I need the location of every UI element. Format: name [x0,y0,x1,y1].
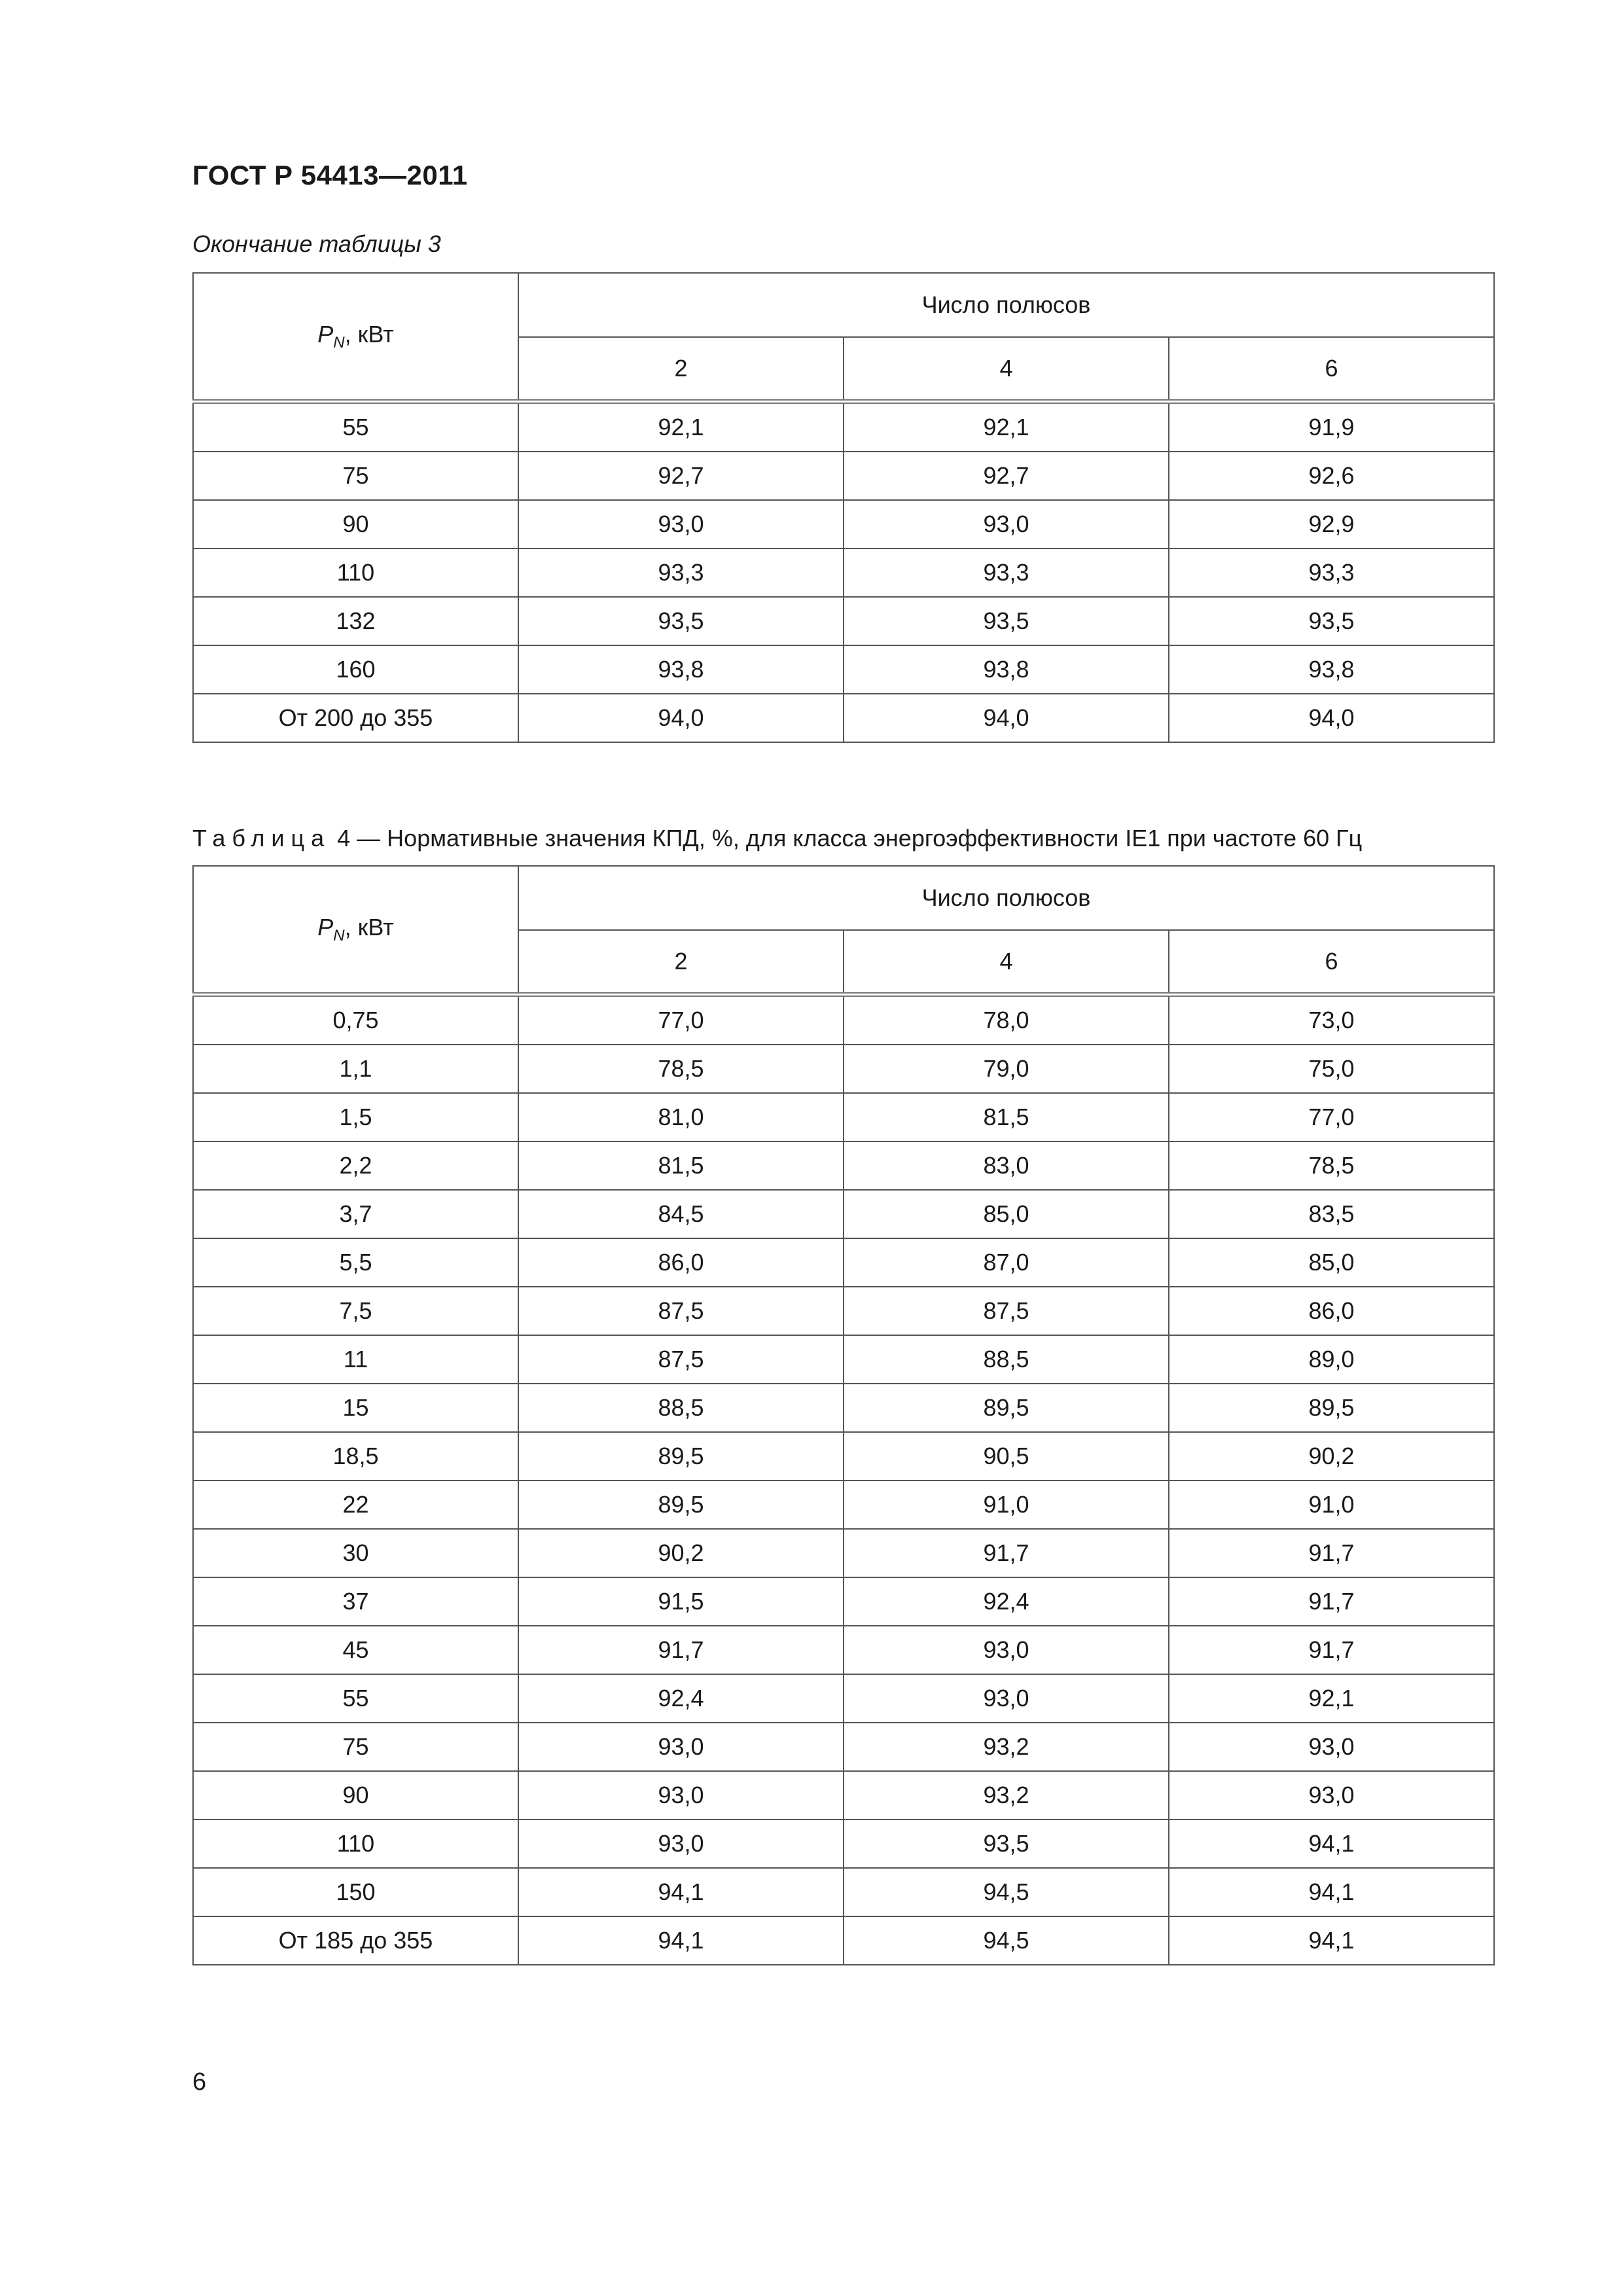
efficiency-cell: 81,5 [844,1093,1169,1141]
power-cell: 18,5 [193,1432,518,1480]
table-row [193,1238,1494,1287]
efficiency-cell: 87,5 [844,1287,1169,1335]
page-number: 6 [192,2068,207,2096]
efficiency-cell: 94,0 [1169,694,1494,742]
efficiency-cell: 91,7 [1169,1529,1494,1577]
table3-pn-header [193,273,518,402]
efficiency-cell: 90,2 [1169,1432,1494,1480]
efficiency-cell: 93,5 [844,597,1169,645]
efficiency-cell: 93,0 [844,500,1169,548]
efficiency-cell: 89,5 [518,1432,844,1480]
efficiency-cell: 83,5 [1169,1190,1494,1238]
efficiency-cell: 93,0 [844,1674,1169,1723]
table-row [193,548,1494,597]
efficiency-cell: 92,1 [518,402,844,452]
efficiency-cell: 94,5 [844,1868,1169,1916]
efficiency-cell: 92,9 [1169,500,1494,548]
efficiency-cell: 87,0 [844,1238,1169,1287]
efficiency-cell: 85,0 [1169,1238,1494,1287]
efficiency-cell: 93,0 [1169,1771,1494,1820]
efficiency-cell: 90,2 [518,1529,844,1577]
table3-group-header: Число полюсов [518,273,1494,337]
table-row [193,1529,1494,1577]
efficiency-cell: 94,0 [844,694,1169,742]
efficiency-cell: 89,5 [844,1384,1169,1432]
efficiency-cell: 89,0 [1169,1335,1494,1384]
efficiency-cell: 94,0 [518,694,844,742]
efficiency-cell: 93,0 [518,1820,844,1868]
power-cell: 1,5 [193,1093,518,1141]
efficiency-cell: 75,0 [1169,1045,1494,1093]
efficiency-cell: 85,0 [844,1190,1169,1238]
power-cell: 55 [193,402,518,452]
efficiency-cell: 92,1 [1169,1674,1494,1723]
power-cell: 55 [193,1674,518,1723]
efficiency-cell: 86,0 [518,1238,844,1287]
table3-pole-header: 2 [518,337,844,402]
efficiency-cell: 88,5 [518,1384,844,1432]
table4-pn-header [193,866,518,995]
efficiency-cell: 93,3 [518,548,844,597]
power-cell: 90 [193,500,518,548]
efficiency-cell: 94,5 [844,1916,1169,1965]
efficiency-cell: 81,0 [518,1093,844,1141]
pn-unit: , кВт [344,914,394,941]
table-row [193,1577,1494,1626]
efficiency-cell: 93,3 [844,548,1169,597]
efficiency-cell: 73,0 [1169,995,1494,1045]
pn-symbol: P [317,914,334,941]
table3 [192,272,1495,743]
power-cell: 110 [193,548,518,597]
efficiency-cell: 78,0 [844,995,1169,1045]
power-cell: 30 [193,1529,518,1577]
table-row [193,1626,1494,1674]
power-cell: 22 [193,1480,518,1529]
efficiency-cell: 93,0 [844,1626,1169,1674]
table4-pole-header: 6 [1169,930,1494,995]
efficiency-cell: 91,7 [1169,1626,1494,1674]
efficiency-cell: 91,7 [844,1529,1169,1577]
power-cell: 2,2 [193,1141,518,1190]
table-row [193,452,1494,500]
efficiency-cell: 91,7 [1169,1577,1494,1626]
table3-body [193,402,1494,743]
power-cell: 75 [193,452,518,500]
table-row [193,402,1494,452]
table-row [193,995,1494,1045]
efficiency-cell: 84,5 [518,1190,844,1238]
efficiency-cell: 90,5 [844,1432,1169,1480]
power-cell: От 185 до 355 [193,1916,518,1965]
efficiency-cell: 93,0 [518,1771,844,1820]
efficiency-cell: 77,0 [1169,1093,1494,1141]
table-row [193,1190,1494,1238]
table-row [193,1868,1494,1916]
table-row [193,500,1494,548]
efficiency-cell: 94,1 [518,1868,844,1916]
table4-caption-rest: 4 — Нормативные значения КПД, %, для класса энергоэффективности IE1 при частоте 60 Гц [330,825,1363,852]
table4-caption-prefix: Таблица [192,825,331,852]
table-row [193,645,1494,694]
table3-pole-header: 4 [844,337,1169,402]
power-cell: 7,5 [193,1287,518,1335]
efficiency-cell: 92,7 [518,452,844,500]
table4-group-header: Число полюсов [518,866,1494,930]
efficiency-cell: 83,0 [844,1141,1169,1190]
efficiency-cell: 81,5 [518,1141,844,1190]
efficiency-cell: 94,1 [518,1916,844,1965]
efficiency-cell: 93,5 [1169,597,1494,645]
table-row [193,694,1494,742]
efficiency-cell: 77,0 [518,995,844,1045]
efficiency-cell: 91,7 [518,1626,844,1674]
table-row [193,1432,1494,1480]
power-cell: 15 [193,1384,518,1432]
efficiency-cell: 93,2 [844,1771,1169,1820]
efficiency-cell: 91,0 [1169,1480,1494,1529]
power-cell: 160 [193,645,518,694]
efficiency-cell: 92,7 [844,452,1169,500]
efficiency-cell: 92,4 [844,1577,1169,1626]
efficiency-cell: 93,0 [1169,1723,1494,1771]
pn-symbol: P [317,321,334,348]
document-standard-title: ГОСТ Р 54413—2011 [192,160,468,190]
power-cell: 37 [193,1577,518,1626]
efficiency-cell: 93,8 [1169,645,1494,694]
table-row [193,1916,1494,1965]
table-row [193,1674,1494,1723]
efficiency-cell: 92,1 [844,402,1169,452]
efficiency-cell: 93,5 [844,1820,1169,1868]
efficiency-cell: 89,5 [518,1480,844,1529]
efficiency-cell: 86,0 [1169,1287,1494,1335]
table-row [193,1384,1494,1432]
power-cell: 45 [193,1626,518,1674]
efficiency-cell: 91,9 [1169,402,1494,452]
power-cell: 0,75 [193,995,518,1045]
efficiency-cell: 93,0 [518,1723,844,1771]
table-row [193,1045,1494,1093]
efficiency-cell: 94,1 [1169,1868,1494,1916]
power-cell: 110 [193,1820,518,1868]
efficiency-cell: 94,1 [1169,1916,1494,1965]
table-row [193,597,1494,645]
pn-subscript: N [333,334,345,351]
power-cell: 3,7 [193,1190,518,1238]
power-cell: 132 [193,597,518,645]
table-row [193,1723,1494,1771]
table-row [193,1480,1494,1529]
efficiency-cell: 91,5 [518,1577,844,1626]
power-cell: 75 [193,1723,518,1771]
table3-caption: Окончание таблицы 3 [192,230,441,257]
table4-body [193,995,1494,1965]
efficiency-cell: 87,5 [518,1287,844,1335]
efficiency-cell: 87,5 [518,1335,844,1384]
efficiency-cell: 88,5 [844,1335,1169,1384]
table-row [193,1287,1494,1335]
table4 [192,865,1495,1965]
efficiency-cell: 93,8 [844,645,1169,694]
table-row [193,1771,1494,1820]
efficiency-cell: 93,5 [518,597,844,645]
efficiency-cell: 78,5 [1169,1141,1494,1190]
efficiency-cell: 94,1 [1169,1820,1494,1868]
table4-pole-header: 4 [844,930,1169,995]
table-row [193,1820,1494,1868]
power-cell: 150 [193,1868,518,1916]
power-cell: 11 [193,1335,518,1384]
efficiency-cell: 93,0 [518,500,844,548]
efficiency-cell: 93,2 [844,1723,1169,1771]
pn-unit: , кВт [344,321,394,348]
efficiency-cell: 79,0 [844,1045,1169,1093]
efficiency-cell: 89,5 [1169,1384,1494,1432]
efficiency-cell: 91,0 [844,1480,1169,1529]
efficiency-cell: 92,4 [518,1674,844,1723]
table-row [193,1335,1494,1384]
table-row [193,1141,1494,1190]
table4-pole-header: 2 [518,930,844,995]
table-row [193,1093,1494,1141]
efficiency-cell: 93,3 [1169,548,1494,597]
power-cell: 90 [193,1771,518,1820]
table4-caption [192,825,1362,852]
efficiency-cell: 92,6 [1169,452,1494,500]
power-cell: 5,5 [193,1238,518,1287]
efficiency-cell: 93,8 [518,645,844,694]
power-cell: От 200 до 355 [193,694,518,742]
pn-subscript: N [333,927,345,944]
table3-pole-header: 6 [1169,337,1494,402]
power-cell: 1,1 [193,1045,518,1093]
efficiency-cell: 78,5 [518,1045,844,1093]
